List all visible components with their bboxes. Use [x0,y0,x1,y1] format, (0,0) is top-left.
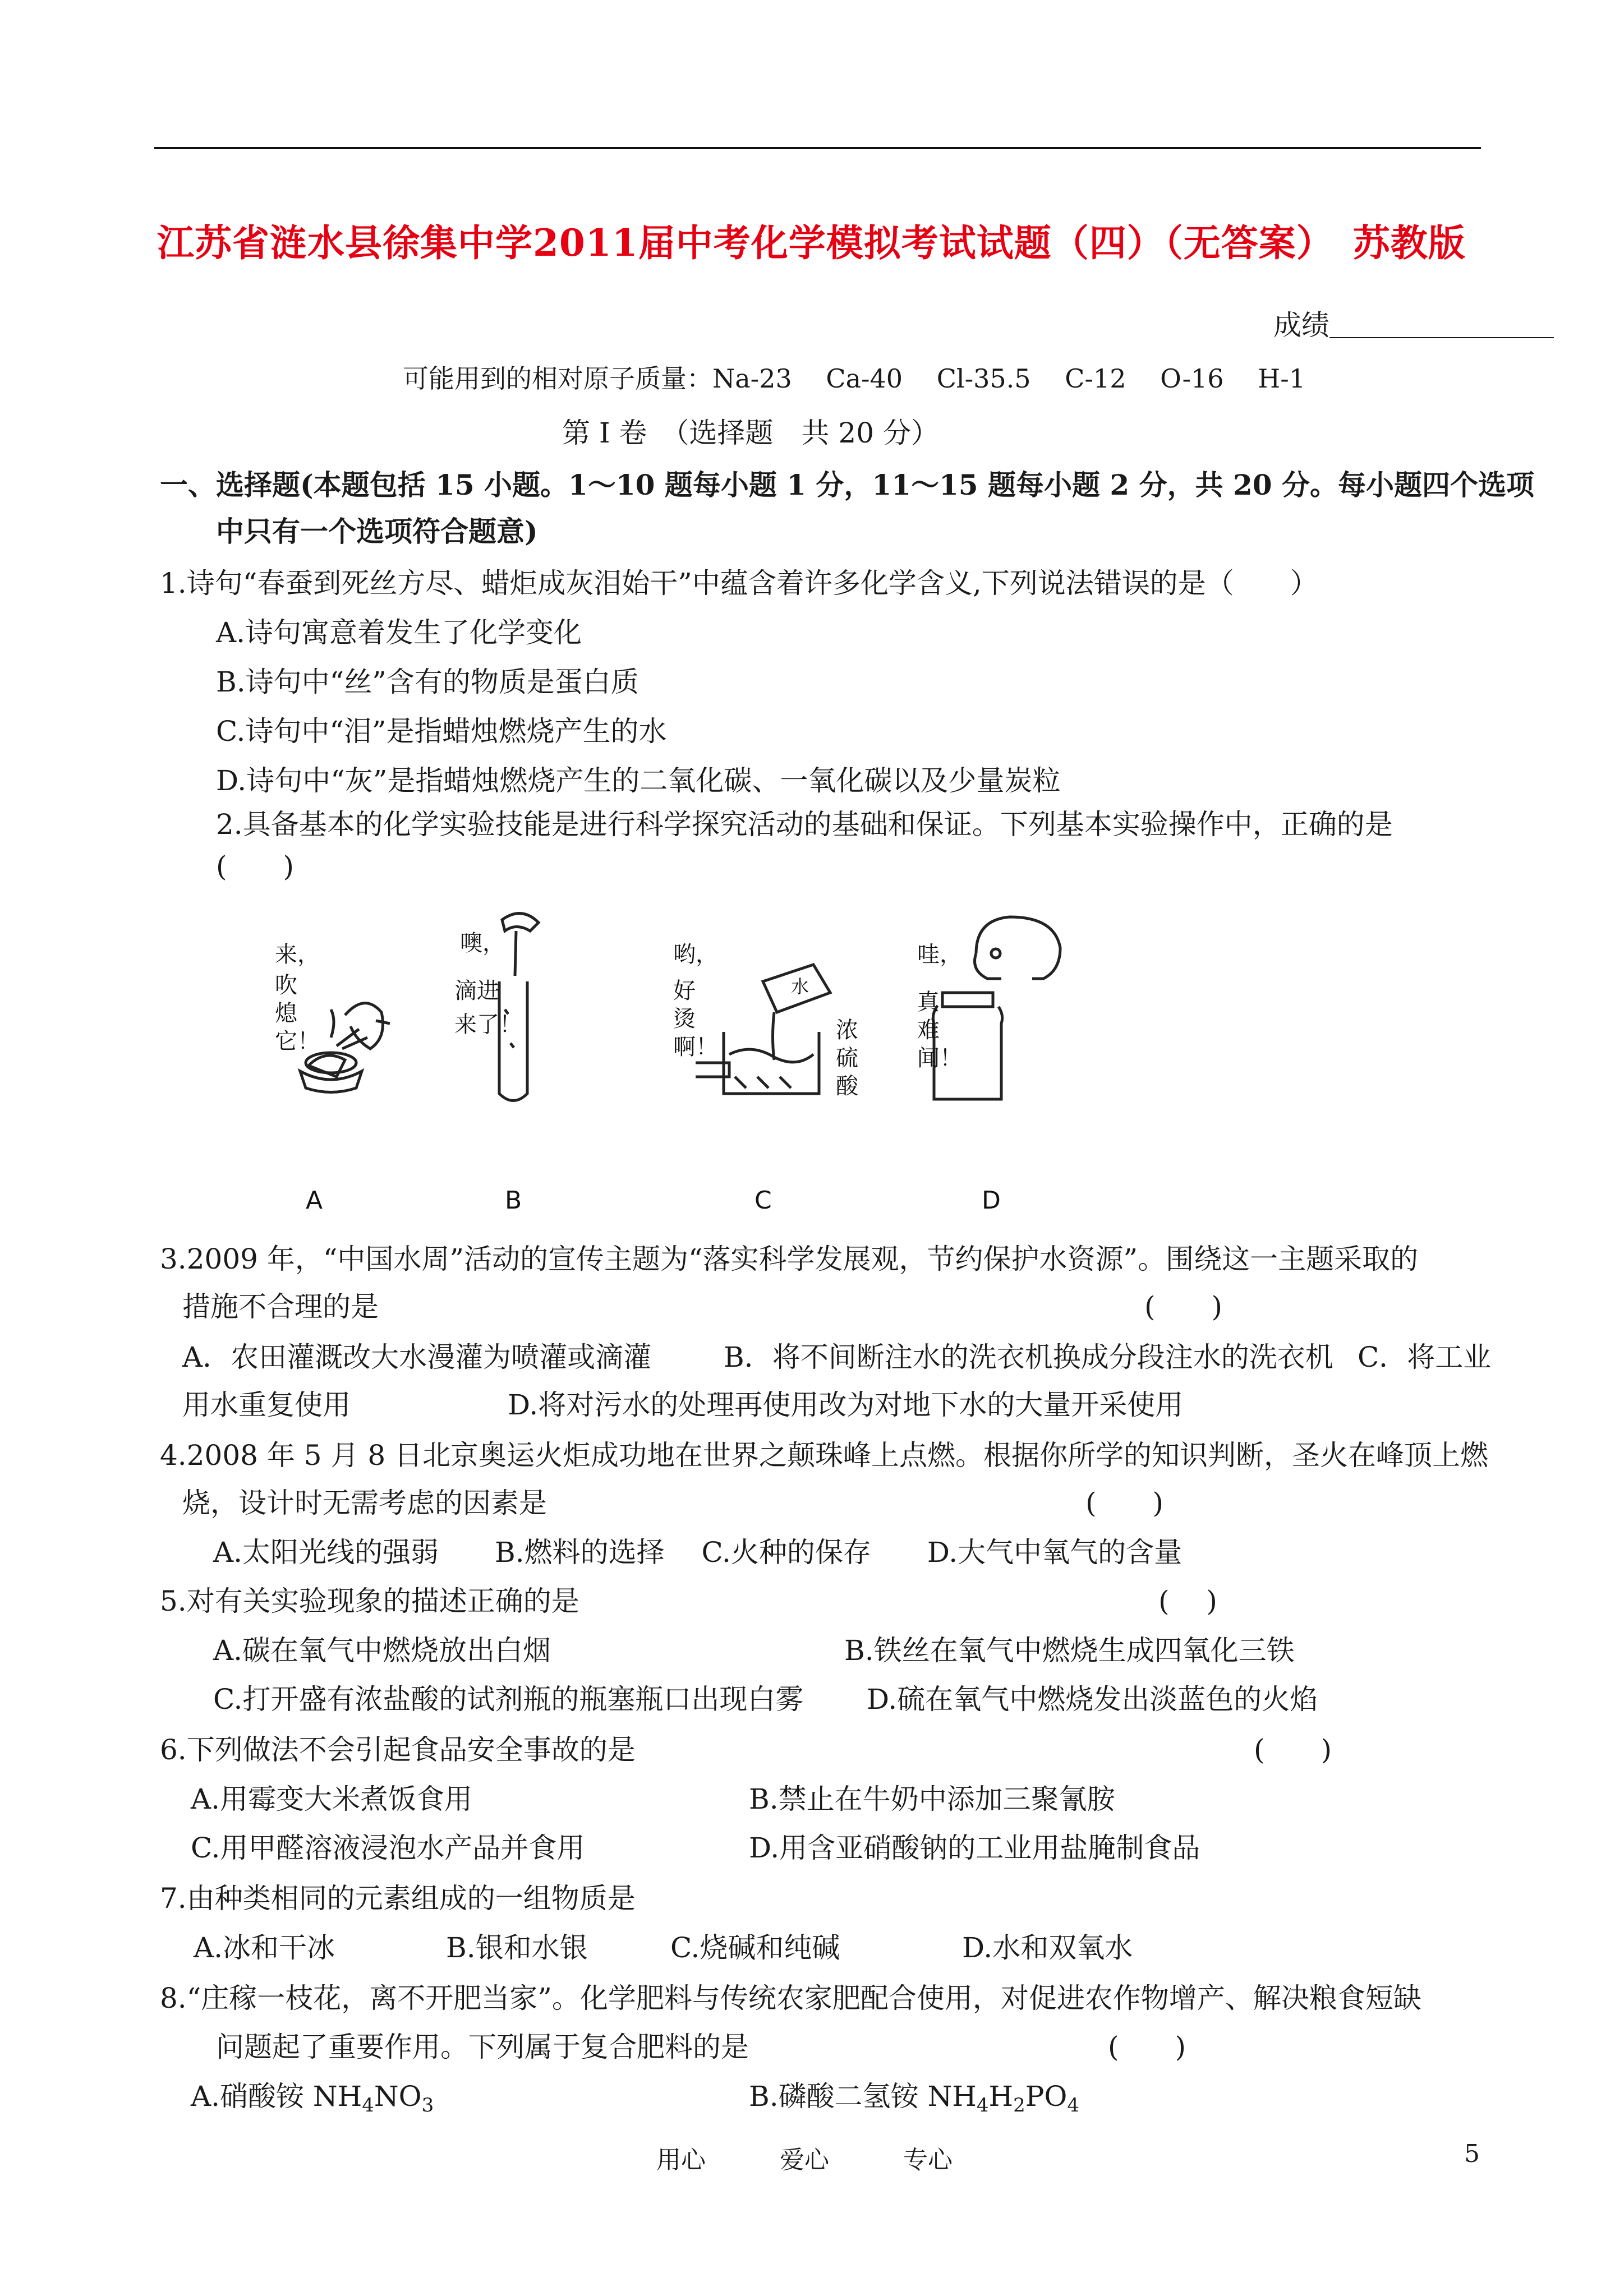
q4-stem-line1: 4.2008 年 5 月 8 日北京奥运火炬成功地在世界之颠珠峰上点燃。根据你所学的知识判断，圣火在峰顶上燃 [160,1439,1489,1472]
q8-option-a-mid: NO [374,2080,422,2113]
q8-option-a-sub1: 4 [362,2094,374,2117]
q7-option-b: B.银和水银 [446,1931,588,1964]
q8-option-b-text: B.磷酸二氢铵 NH [749,2080,977,2113]
figure-c-acid-2: 硫 [836,1045,858,1071]
figure-label-a: A [306,1186,323,1215]
q8-option-b-sub1: 4 [976,2094,989,2117]
q5-option-d: D.硫在氧气中燃烧发出淡蓝色的火焰 [867,1683,1318,1716]
q3-option-a: A．农田灌溉改大水漫灌为喷灌或滴灌 [182,1341,652,1373]
q6-option-d: D.用含亚硝酸钠的工业用盐腌制食品 [749,1832,1200,1864]
q8-option-a [191,2080,434,2122]
q6-option-b: B.禁止在牛奶中添加三聚氰胺 [749,1783,1115,1815]
q8-stem-line2: 问题起了重要作用。下列属于复合肥料的是 [216,2031,749,2063]
q1-option-c: C.诗句中“泪”是指蜡烛燃烧产生的水 [216,715,667,748]
q6-stem: 6.下列做法不会引起食品安全事故的是 [160,1733,636,1766]
part-heading: 第 I 卷 （选择题 共 20 分） [562,417,939,449]
q3-stem-line1: 3.2009 年，“中国水周”活动的宣传主题为“落实科学发展观，节约保护水资源”。围绕这一主题采取的 [160,1243,1419,1275]
page-number: 5 [1464,2140,1480,2168]
q7-option-d: D.水和双氧水 [962,1931,1133,1964]
figure-b-dropper [499,914,539,1101]
figure-a-caption-1: 来， [275,942,320,967]
figure-c-beaker [696,965,830,1094]
figure-d-caption-2: 真 [917,989,940,1015]
q8-answer-paren: ( ) [1108,2031,1186,2063]
figure-c-acid-1: 浓 [836,1017,858,1043]
q8-option-b-sub2: 2 [1013,2094,1025,2117]
q3-answer-paren: ( ) [1144,1290,1223,1323]
q4-options: A.太阳光线的强弱 B.燃料的选择 C.火种的保存 D.大气中氧气的含量 [213,1536,1183,1569]
q4-stem-line2: 烧，设计时无需考虑的因素是 [182,1487,547,1519]
figure-c-caption-1: 哟， [673,942,718,967]
q3-option-c-start: C．将工业 [1358,1341,1492,1373]
figure-b-caption-2: 滴进 [454,978,499,1004]
figure-d-caption-4: 闻！ [917,1045,962,1071]
q1-option-b: B.诗句中“丝”含有的物质是蛋白质 [216,666,639,698]
q8-option-b-sub3: 4 [1067,2094,1080,2117]
q1-option-d: D.诗句中“灰”是指蜡烛燃烧产生的二氧化碳、一氧化碳以及少量炭粒 [216,764,1061,797]
figure-a-caption-3: 熄 [275,1001,297,1026]
q5-answer-paren: ( ) [1158,1585,1217,1617]
q1-option-a: A.诗句寓意着发生了化学变化 [216,616,582,649]
figure-label-b: B [505,1186,522,1215]
figure-label-c: C [755,1186,772,1215]
q5-stem: 5.对有关实验现象的描述正确的是 [160,1585,579,1617]
figure-d-caption-3: 难 [917,1017,940,1043]
q3-option-c-end: 用水重复使用 [182,1389,351,1421]
q7-option-c: C.烧碱和纯碱 [670,1931,840,1964]
footer-slogan: 用心 爱心 专心 [656,2146,953,2174]
figure-c-caption-3: 烫 [673,1006,696,1032]
atomic-mass-line: 可能用到的相对原子质量：Na-23 Ca-40 Cl-35.5 C-12 O-16 H-1 [403,363,1306,394]
figure-b-caption-1: 噢， [460,930,505,956]
figure-b-caption-3: 来了！ [454,1012,522,1038]
q7-option-a: A.冰和干冰 [194,1931,335,1964]
figure-c-caption-4: 啊！ [673,1034,718,1060]
q8-option-a-sub2: 3 [421,2094,434,2117]
q5-option-b: B.铁丝在氧气中燃烧生成四氧化三铁 [844,1634,1295,1667]
q4-answer-paren: ( ) [1085,1487,1164,1519]
q8-option-b-mid2: PO [1025,2080,1068,2113]
q6-option-a: A.用霉变大米煮饭食用 [191,1783,473,1815]
figure-a-caption-4: 它！ [275,1029,320,1054]
figure-a-caption-2: 吹 [275,972,297,998]
q3-option-d: D.将对污水的处理再使用改为对地下水的大量开采使用 [508,1389,1184,1421]
figure-c-acid-3: 酸 [836,1073,858,1099]
section-instructions-line2: 中只有一个选项符合题意) [216,515,538,548]
q2-stem-line2: ( ) [216,850,295,883]
q8-stem-line1: 8.“庄稼一枝花，离不开肥当家”。化学肥料与传统农家肥配合使用，对促进农作物增产、解决粮食短缺 [160,1982,1421,2014]
q5-option-a: A.碳在氧气中燃烧放出白烟 [213,1634,551,1667]
q8-option-b-mid: H [988,2080,1014,2113]
q6-answer-paren: ( ) [1254,1733,1332,1766]
q2-stem-line1: 2.具备基本的化学实验技能是进行科学探究活动的基础和保证。下列基本实验操作中，正确的是 [216,808,1393,841]
score-field: 成绩＿＿＿＿＿＿＿＿ [1273,309,1554,342]
lab-operations-figure [247,909,1167,1223]
q8-option-a-text: A.硝酸铵 NH [191,2080,362,2113]
q5-option-c: C.打开盛有浓盐酸的试剂瓶的瓶塞瓶口出现白雾 [213,1683,804,1716]
figure-c-water-label: 水 [791,976,809,997]
q1-stem: 1.诗句“春蚕到死丝方尽、蜡炬成灰泪始干”中蕴含着许多化学含义,下列说法错误的是（ ） [160,567,1318,600]
figure-label-d: D [982,1186,1001,1215]
q6-option-c: C.用甲醛溶液浸泡水产品并食用 [191,1832,585,1864]
q3-option-b: B．将不间断注水的洗衣机换成分段注水的洗衣机 [724,1341,1333,1373]
exam-title: 江苏省涟水县徐集中学2011届中考化学模拟考试试题（四）（无答案） 苏教版 [157,221,1466,265]
q3-stem-line2: 措施不合理的是 [182,1290,379,1323]
section-instructions-line1: 一、选择题(本题包括 15 小题。1～10 题每小题 1 分，11～15 题每小题 2 分，共 20 分。每小题四个选项 [160,468,1534,501]
figure-d-caption-1: 哇， [917,942,962,967]
q7-stem: 7.由种类相同的元素组成的一组物质是 [160,1882,636,1915]
figure-c-caption-2: 好 [673,978,696,1004]
header-rule [154,147,1481,149]
q8-option-b [749,2080,1079,2122]
